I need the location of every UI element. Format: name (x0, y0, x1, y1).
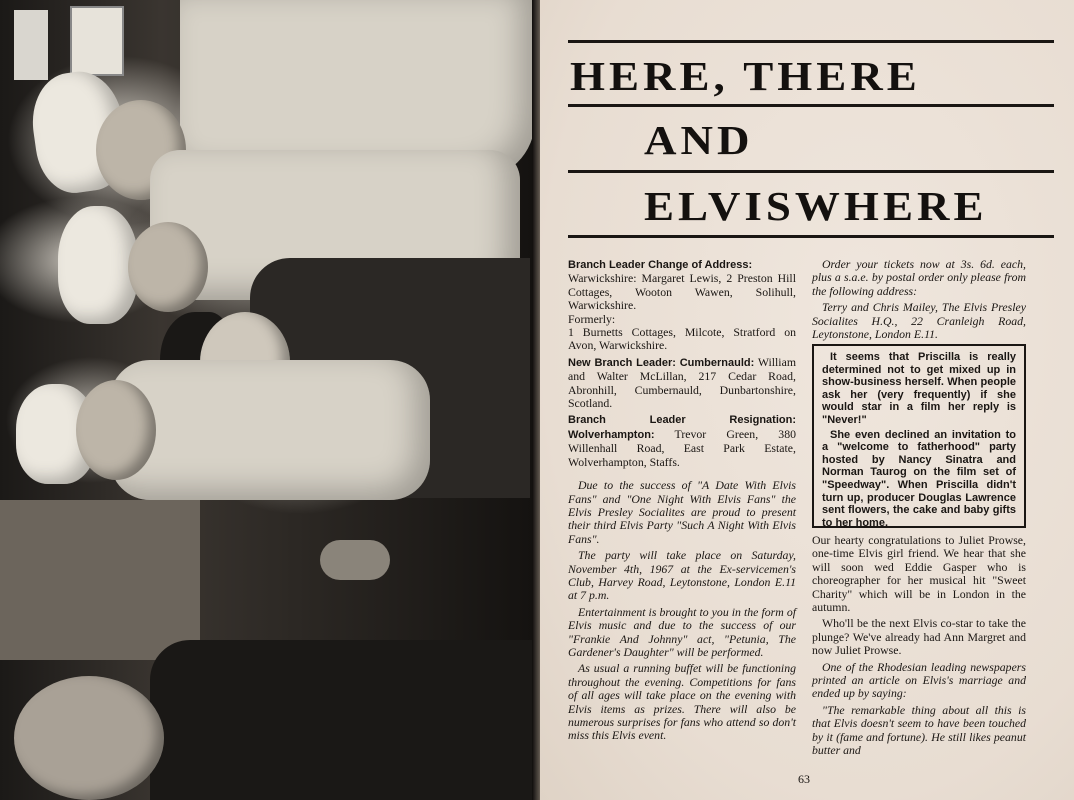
man-in-coat (110, 360, 430, 500)
resignation-text: Trevor Green, 380 Willenhall Road, East Park Estate, Wolverhampton, Staffs. (568, 426, 796, 469)
party-announcement: Due to the success of "A Date With Elvis Fans" and "One Night With Elvis Fans" the Elvis Presley Socialites are proud to present their third Elvis Party "Such A Night With Elvis Fans". (568, 478, 796, 546)
face-foreground (14, 676, 164, 800)
party-buffet: As usual a running buffet will be functioning throughout the evening. Competitions for fans of all ages will take place on the evening with Elvis items as prizes. There will also be numerous surprises for fans who attend so don't miss this Elvis event. (568, 661, 796, 743)
former-address: 1 Burnetts Cottages, Milcote, Stratford on Avon, Warwickshire. (568, 325, 796, 353)
next-costar: Who'll be the next Elvis co-star to take the plunge? We've already had Ann Margret and now Juliet Prowse. (812, 616, 1026, 658)
prowse-congrats: Our hearty congratulations to Juliet Prowse, one-time Elvis girl friend. We hear that she will soon wed Eddie Gasper who is choreographer for her musical hit "Sweet Charity" which will be in London in the autumn. (812, 533, 1026, 615)
magazine-page (540, 0, 1074, 800)
headline-line-1: HERE, THERE (570, 53, 921, 100)
dark-coat-foreground (150, 640, 536, 800)
rule (568, 235, 1054, 238)
headline-line-3: ELVISWHERE (644, 183, 988, 230)
column-right-lower (812, 534, 1026, 761)
fedora-hat (58, 206, 138, 324)
window-shelf (0, 500, 200, 660)
party-date: The party will take place on Saturday, November 4th, 1967 at the Ex-servicemen's Club, Harvey Road, Leytonstone, London E.11 at 7 p.m. (568, 548, 796, 603)
rule (568, 104, 1054, 107)
rhodesian-quote: "The remarkable thing about all this is that Elvis doesn't seem to have been touched by it (fame and fortune). He still likes peanut butter and (812, 702, 1026, 758)
wall-sign (14, 10, 48, 80)
ticket-address: Terry and Chris Mailey, The Elvis Presley Socialites H.Q., 22 Cranleigh Road, Leytonstone, London E.11. (812, 300, 1026, 342)
face (76, 380, 156, 480)
photograph (0, 0, 536, 800)
resignation-heading: Branch Leader Resignation: Wolverhampton: (568, 414, 796, 441)
column-right (812, 258, 1026, 344)
headline-line-2: AND (644, 117, 754, 164)
new-branch-text: William and Walter McLillan, 217 Cedar Road, Abronhill, Cumbernauld, Dunbartonshire, Scotland. (568, 354, 796, 411)
page-number: 63 (798, 772, 810, 786)
box-paragraph-2: She even declined an invitation to a "welcome to fatherhood" party hosted by Nancy Sinatra and Norman Taurog on the film set of "Speedway". When Priscilla didn't turn up, producer Douglas Lawrence sent flowers, the cake and baby gifts to her home. (822, 428, 1016, 529)
column-left (568, 258, 796, 746)
rhodesian-article: One of the Rhodesian leading newspapers printed an article on Elvis's marriage and ended up by saying: (812, 659, 1026, 701)
box-paragraph-1: It seems that Priscilla is really determined not to get mixed up in show-business herself. When people ask her (very frequently) if she would star in a film her reply is "Never!" (822, 351, 1016, 426)
new-branch-heading: New Branch Leader: Cumbernauld: (568, 356, 755, 369)
face (128, 222, 208, 312)
ticket-info: Order your tickets now at 3s. 6d. each, plus a s.a.e. by postal order only please from the following address: (812, 257, 1026, 298)
branch-change-text: Warwickshire: Margaret Lewis, 2 Preston Hill Cottages, Wooton Wawen, Solihull, Warwickshire. (568, 271, 796, 313)
branch-change-heading: Branch Leader Change of Address: (568, 259, 753, 271)
priscilla-box (812, 344, 1026, 528)
desk-lamp (320, 540, 390, 580)
formerly-label: Formerly: (568, 311, 616, 326)
party-entertainment: Entertainment is brought to you in the form of Elvis music and due to the success of our "Frankie And Johnny" act, "Petunia, The Gardener's Daughter" will be performed. (568, 604, 796, 659)
rule (568, 40, 1054, 43)
rule (568, 170, 1054, 173)
wall-calendar (70, 6, 124, 76)
